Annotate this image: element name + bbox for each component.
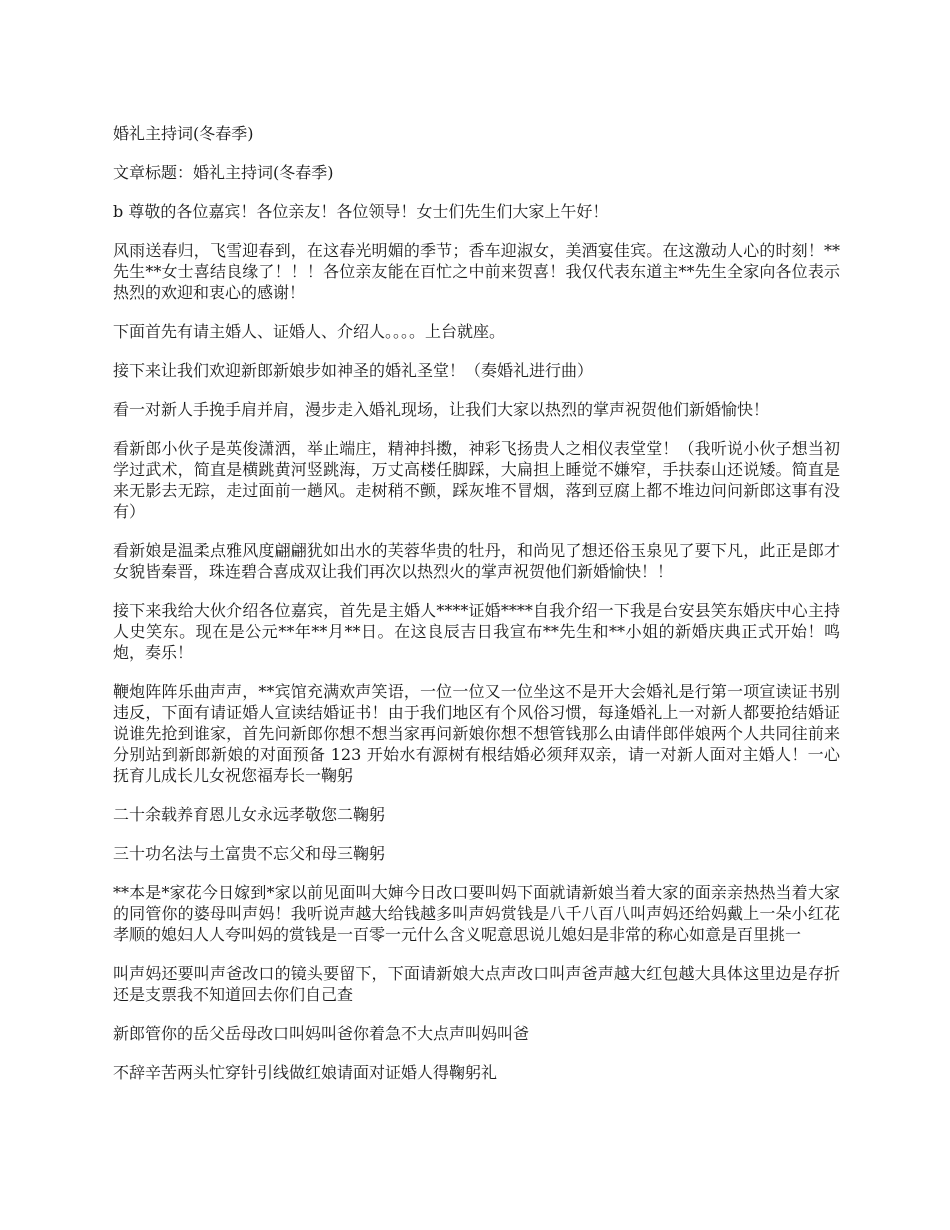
document-title: 婚礼主持词(冬春季) xyxy=(113,124,254,143)
ceremony-paragraph: 鞭炮阵阵乐曲声声，**宾馆充满欢声笑语，一位一位又一位坐这不是开大会婚礼是行第一项宣读证书别违反，下面有请证婚人宣读结婚证书！由于我们地区有个风俗习惯，每逢婚礼上一对新人都要抢结婚证说谁先抢到谁家，首先问新郎你想不想当家再问新娘你想不想管钱那么由请伴郎伴娘两个人共同往前来分别站到新郎新娘的对面预备 123 开始水有源树有根结婚必须拜双亲，请一对新人面对主婚人！一心抚育儿成长儿女祝您福寿长一鞠躬 xyxy=(113,682,840,785)
second-bow-paragraph: 二十余载养育恩儿女永远孝敬您二鞠躬 xyxy=(113,805,386,824)
father-address-paragraph: 叫声妈还要叫声爸改口的镜头要留下，下面请新娘大点声改口叫声爸声越大红包越大具体这里边是存折还是支票我不知道回去你们自己查 xyxy=(113,964,840,1004)
groom-address-paragraph: 新郎管你的岳父岳母改口叫妈叫爸你着急不大点声叫妈叫爸 xyxy=(113,1024,530,1043)
mother-address-paragraph: **本是*家花今日嫁到*家以前见面叫大婶今日改口要叫妈下面就请新娘当着大家的面亲亲热热当着大家的同管你的婆母叫声妈！我听说声越大给钱越多叫声妈赏钱是八千八百八叫声妈还给妈戴上一朵小红花孝顺的媳妇人人夸叫妈的赏钱是一百零一元什么含义呢意思说儿媳妇是非常的称心如意是百里挑一 xyxy=(113,883,840,944)
entrance-paragraph: 接下来让我们欢迎新郎新娘步如神圣的婚礼圣堂！（奏婚礼进行曲） xyxy=(113,361,594,380)
guests-intro-paragraph: 接下来我给大伙介绍各位嘉宾，首先是主婚人****证婚****自我介绍一下我是台安县笑东婚庆中心主持人史笑东。现在是公元**年**月**日。在这良辰吉日我宣布**先生和**小姐的新婚庆典正式开始！鸣炮，奏乐！ xyxy=(113,601,840,662)
bride-paragraph: 看新娘是温柔点雅风度翩翩犹如出水的芙蓉华贵的牡丹，和尚见了想还俗玉泉见了要下凡，此正是郎才女貌皆秦晋，珠连碧合喜成双让我们再次以热烈火的掌声祝贺他们新婚愉快！！ xyxy=(113,541,840,581)
groom-paragraph: 看新郎小伙子是英俊潇洒，举止端庄，精神抖擞，神彩飞扬贵人之相仪表堂堂！（我听说小伙子想当初学过武术，简直是横跳黄河竖跳海，万丈高楼任脚踩，大扁担上睡觉不嫌窄，手扶泰山还说矮。简直是来无影去无踪，走过面前一趟风。走树稍不颤，踩灰堆不冒烟，落到豆腐上都不堆边问问新郎这事有没有） xyxy=(113,439,840,521)
matchmaker-bow-paragraph: 不辞辛苦两头忙穿针引线做红娘请面对证婚人得鞠躬礼 xyxy=(113,1063,498,1082)
document-body xyxy=(113,123,840,1101)
opening-paragraph: 风雨送春归，飞雪迎春到，在这春光明媚的季节；香车迎淑女，美酒宴佳宾。在这激动人心的时刻！**先生**女士喜结良缘了！！！各位亲友能在百忙之中前来贺喜！我仅代表东道主**先生全家向各位表示热烈的欢迎和衷心的感谢！ xyxy=(113,241,840,302)
third-bow-paragraph: 三十功名法与土富贵不忘父和母三鞠躬 xyxy=(113,844,386,863)
officiants-paragraph: 下面首先有请主婚人、证婚人、介绍人。。。。上台就座。 xyxy=(113,322,506,341)
couple-walk-paragraph: 看一对新人手挽手肩并肩，漫步走入婚礼现场，让我们大家以热烈的掌声祝贺他们新婚愉快！ xyxy=(113,400,770,419)
article-title-line: 文章标题：婚礼主持词(冬春季) xyxy=(113,163,334,182)
greeting-paragraph: b 尊敬的各位嘉宾！各位亲友！各位领导！女士们先生们大家上午好！ xyxy=(113,202,609,221)
